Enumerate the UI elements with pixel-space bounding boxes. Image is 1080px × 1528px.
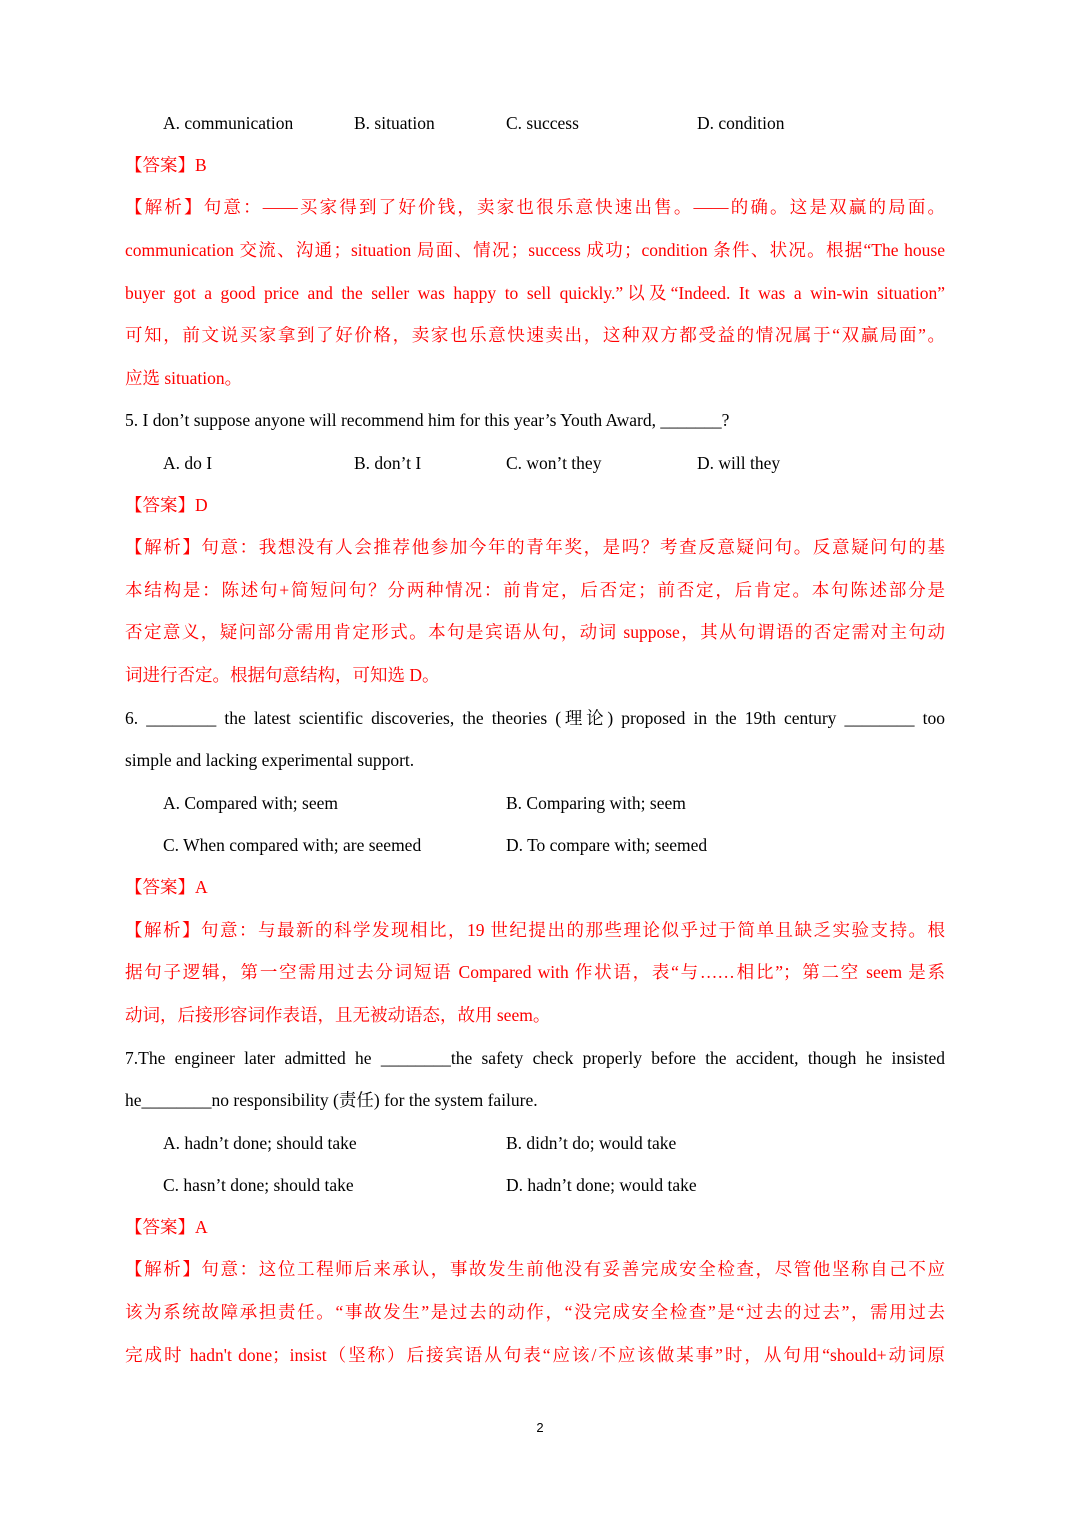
q6-option-d: D. To compare with; seemed [506,835,708,855]
q5-option-c: C. won’t they [506,453,602,473]
q4-answer: 【答案】B [125,155,207,175]
q4-option-c: C. success [506,113,579,133]
q6-option-a: A. Compared with; seem [163,793,338,813]
q4-analysis-line: 可知，前文说买家拿到了好价格，卖家也乐意快速卖出，这种双方都受益的情况属于“双赢局面”。 [125,325,945,345]
q5-analysis-line: 词进行否定。根据句意结构，可知选 D。 [125,665,440,685]
page-number: 2 [536,1420,544,1435]
q5-analysis-line: 【解析】句意：我想没有人会推荐他参加今年的青年奖，是吗？考查反意疑问句。反意疑问句的基 [125,537,945,557]
q5-analysis-line: 否定意义，疑问部分需用肯定形式。本句是宾语从句，动词 suppose，其从句谓语的否定需对主句动 [125,622,945,642]
q5-stem: 5. I don’t suppose anyone will recommend him for this year’s Youth Award, _______? [125,410,730,430]
q7-analysis-line: 该为系统故障承担责任。“事故发生”是过去的动作，“没完成安全检查”是“过去的过去”，需用过去 [125,1302,945,1322]
q7-stem-line: he________no responsibility (责任) for the system failure. [125,1090,538,1110]
q7-option-c: C. hasn’t done; should take [163,1175,354,1195]
q6-answer: 【答案】A [125,877,208,897]
q7-analysis-line: 完成时 hadn't done；insist（坚称）后接宾语从句表“应该/不应该做某事”时，从句用“should+动词原 [125,1345,945,1365]
q4-option-a: A. communication [163,113,294,133]
q7-stem-line: 7.The engineer later admitted he ________the safety check properly before the accident, though he insisted [125,1048,945,1068]
q6-stem-line: 6. ________ the latest scientific discoveries, the theories (理论) proposed in the 19th century ________ too [125,708,945,728]
q4-analysis-line: 应选 situation。 [125,368,243,388]
q5-answer: 【答案】D [125,495,208,515]
q4-analysis-line: buyer got a good price and the seller was happy to sell quickly.”以及“Indeed. It was a win-win situation” [125,283,945,303]
q4-option-b: B. situation [354,113,435,133]
q7-option-b: B. didn’t do; would take [506,1133,677,1153]
q5-option-b: B. don’t I [354,453,422,473]
q4-analysis-line: 【解析】句意：——买家得到了好价钱，卖家也很乐意快速出售。——的确。这是双赢的局面。 [125,197,945,217]
q6-analysis-line: 动词，后接形容词作表语，且无被动语态，故用 seem。 [125,1005,551,1025]
q7-option-a: A. hadn’t done; should take [163,1133,357,1153]
q6-option-c: C. When compared with; are seemed [163,835,422,855]
q5-option-a: A. do I [163,453,213,473]
q7-answer: 【答案】A [125,1217,208,1237]
q6-stem-line: simple and lacking experimental support. [125,750,415,770]
q4-option-d: D. condition [697,113,785,133]
q5-option-d: D. will they [697,453,781,473]
q6-analysis-line: 据句子逻辑，第一空需用过去分词短语 Compared with 作状语，表“与……相比”；第二空 seem 是系 [125,962,945,982]
q4-analysis-line: communication 交流、沟通；situation 局面、情况；success 成功；condition 条件、状况。根据“The house [125,240,945,260]
q7-option-d: D. hadn’t done; would take [506,1175,697,1195]
q6-analysis-line: 【解析】句意：与最新的科学发现相比，19 世纪提出的那些理论似乎过于简单且缺乏实验支持。根 [125,920,945,940]
q7-analysis-line: 【解析】句意：这位工程师后来承认，事故发生前他没有妥善完成安全检查，尽管他坚称自己不应 [125,1259,945,1279]
q6-option-b: B. Comparing with; seem [506,793,686,813]
q5-analysis-line: 本结构是：陈述句+简短问句？分两种情况：前肯定，后否定；前否定，后肯定。本句陈述部分是 [125,580,945,600]
